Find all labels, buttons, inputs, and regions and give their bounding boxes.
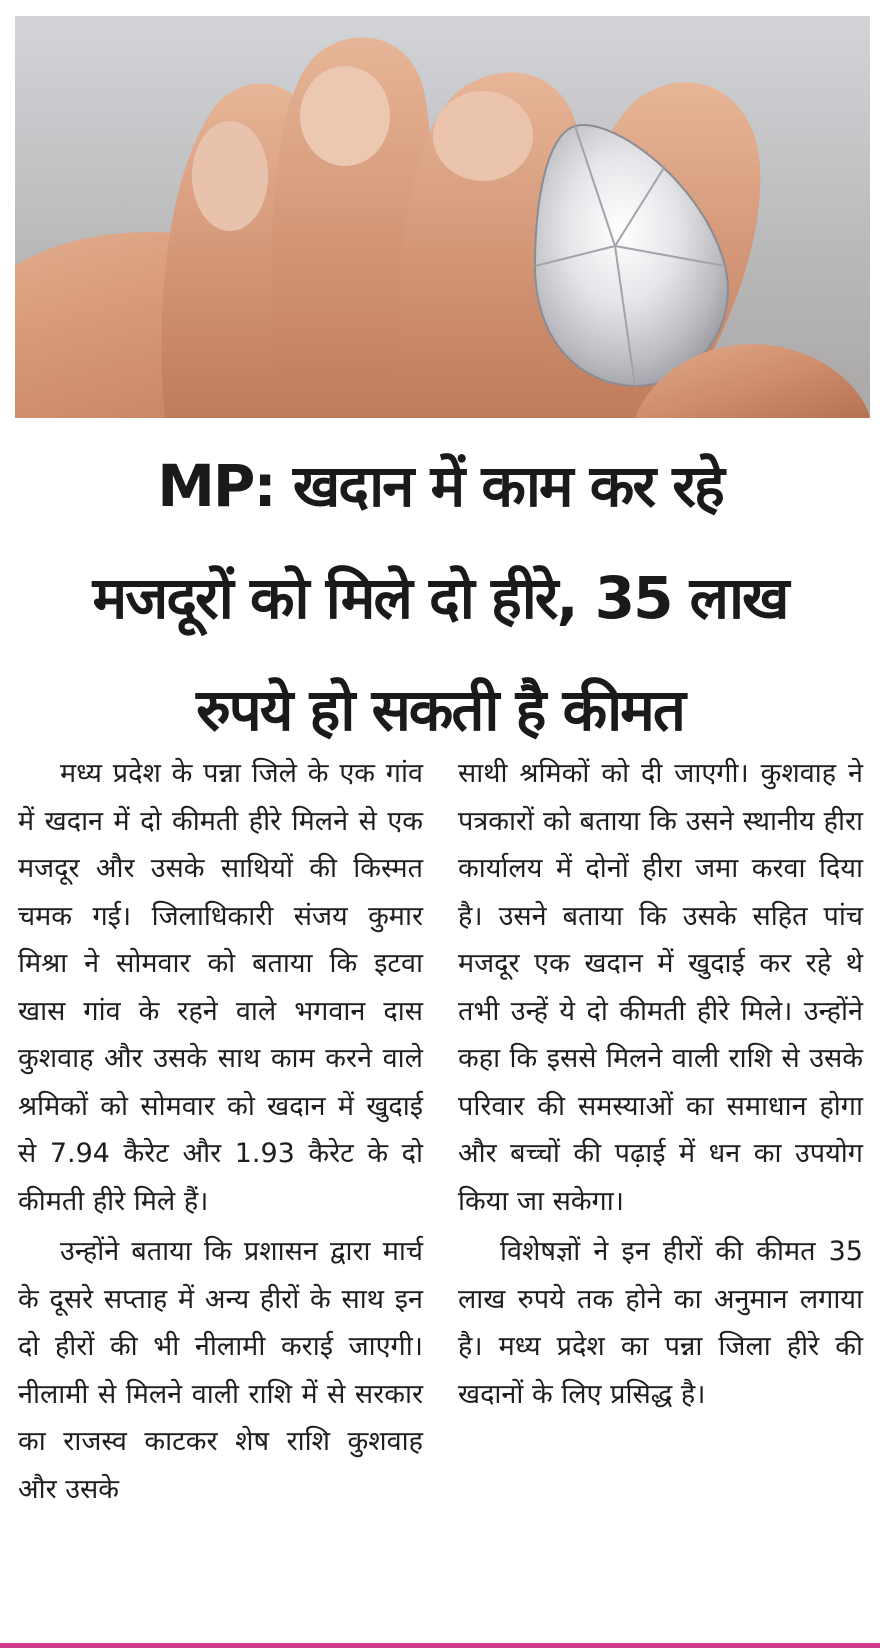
diamond-hand-illustration [15, 16, 870, 418]
bottom-accent-rule [0, 1643, 880, 1648]
headline [0, 430, 880, 766]
headline-line-3: रुपये हो सकती है कीमत [196, 676, 684, 744]
headline-line-1: MP: खदान में काम कर रहे [157, 452, 723, 520]
article-photo [15, 16, 870, 418]
headline-line-2: मजदूरों को मिले दो हीरे, 35 लाख [92, 564, 788, 632]
left-paragraph-2: उन्होंने बताया कि प्रशासन द्वारा मार्च के दूसरे सप्ताह में अन्य हीरों के साथ इन दो हीरों की भी नीलामी कराई जाएगी। नीलामी से मिलने वाली राशि में से सरकार का राजस्व काटकर शेष राशि कुशवाह और उसके [18, 1236, 423, 1505]
left-paragraph-1: मध्य प्रदेश के पन्ना जिले के एक गांव में खदान में दो कीमती हीरे मिलने से एक मजदूर और उसके साथियों की किस्मत चमक गई। जिलाधिकारी संजय कुमार मिश्रा ने सोमवार को बताया कि इटवा खास गांव के रहने वाले भगवान दास कुशवाह और उसके साथ काम करने वाले श्रमिकों को सोमवार को खदान में खुदाई से 7.94 कैरेट और 1.93 कैरेट के दो कीमती हीरे मिले हैं। [18, 758, 423, 1217]
article-column-right [458, 750, 863, 1421]
right-paragraph-1: साथी श्रमिकों को दी जाएगी। कुशवाह ने पत्रकारों को बताया कि उसने स्थानीय हीरा कार्यालय में दोनों हीरा जमा करवा दिया है। उसने बताया कि उसके सहित पांच मजदूर एक खदान में खुदाई कर रहे थे तभी उन्हें ये दो कीमती हीरे मिले। उन्होंने कहा कि इससे मिलने वाली राशि से उसके परिवार की समस्याओं का समाधान होगा और बच्चों की पढ़ाई में धन का उपयोग किया जा सकेगा। [458, 758, 863, 1217]
right-paragraph-2: विशेषज्ञों ने इन हीरों की कीमत 35 लाख रुपये तक होने का अनुमान लगाया है। मध्य प्रदेश का पन्ना जिला हीरे की खदानों के लिए प्रसिद्ध है। [458, 1236, 863, 1410]
article-column-left [18, 750, 423, 1516]
